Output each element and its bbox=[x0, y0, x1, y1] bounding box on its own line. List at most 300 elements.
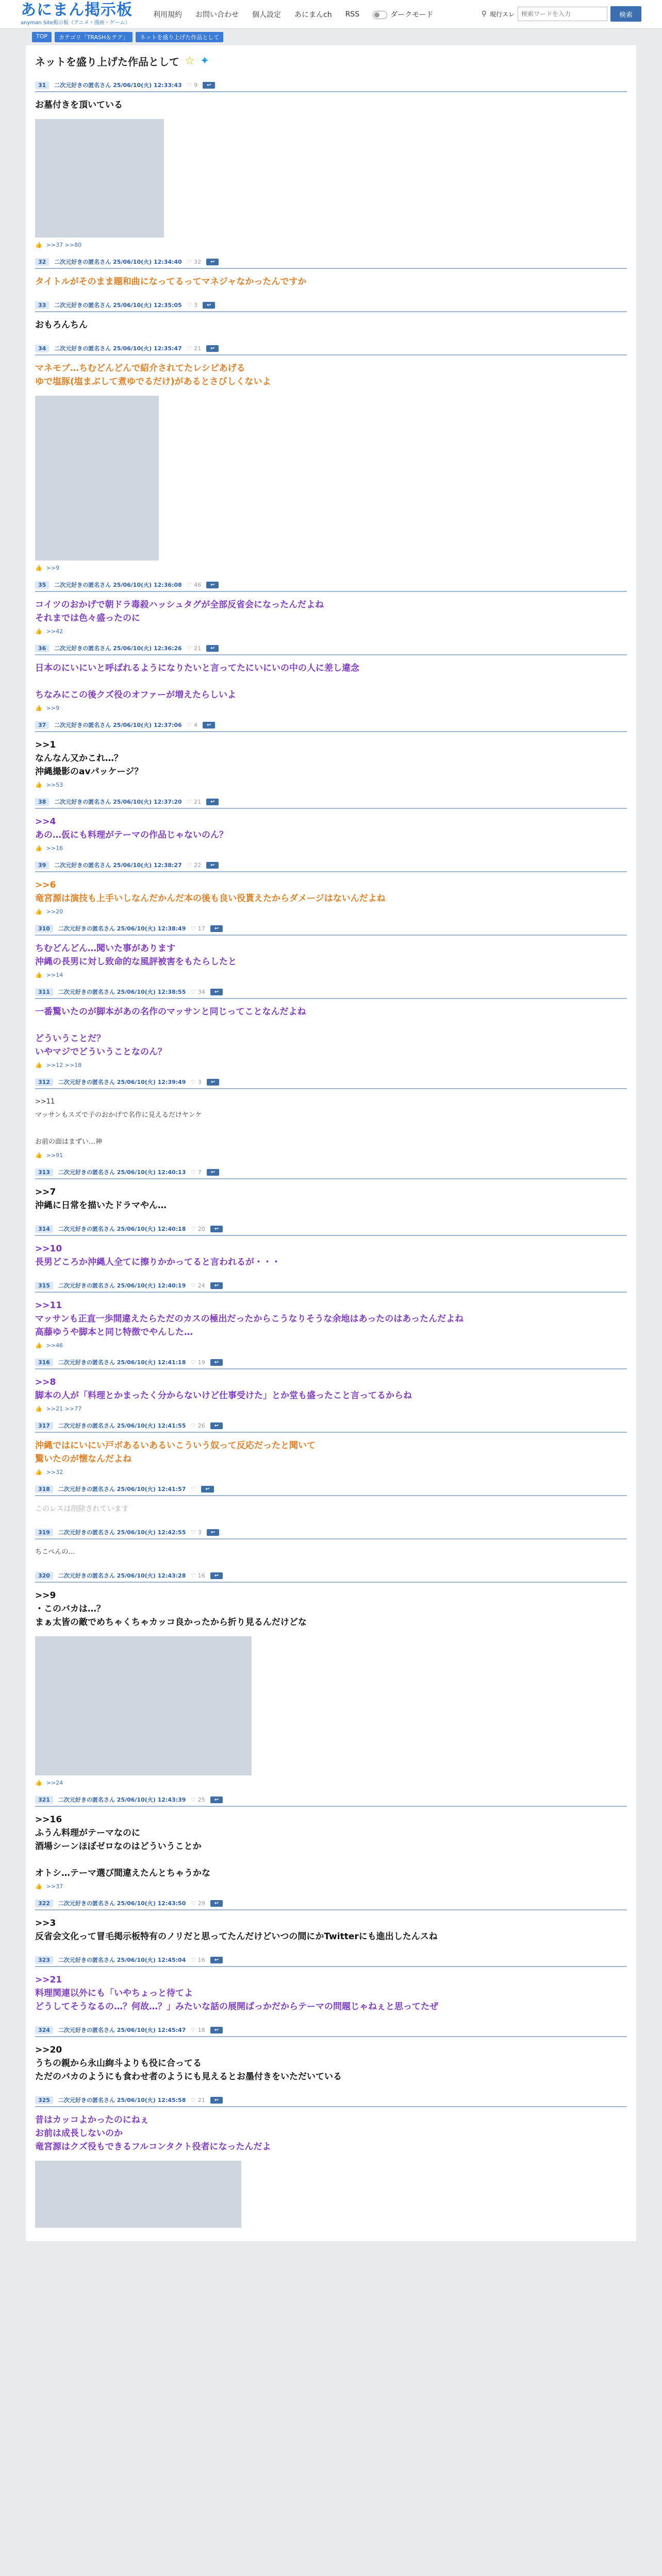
reply-button[interactable]: ↩ bbox=[210, 925, 223, 932]
post-meta: 二次元好きの匿名さん 25/06/10(火) 12:35:05 bbox=[54, 302, 182, 309]
post-header bbox=[35, 1898, 627, 1910]
post-header bbox=[35, 1280, 627, 1293]
post-meta: 二次元好きの匿名さん 25/06/10(火) 12:45:04 bbox=[58, 1957, 186, 1963]
reply-button[interactable]: ↩ bbox=[210, 989, 223, 995]
post-number[interactable]: 34 bbox=[35, 345, 49, 352]
search-input[interactable] bbox=[518, 7, 607, 21]
reply-button[interactable]: ↩ bbox=[210, 1282, 223, 1289]
post-line: >>16 bbox=[35, 1815, 62, 1825]
reply-links[interactable]: >>32 bbox=[46, 1469, 63, 1476]
like-count: 34 bbox=[197, 988, 205, 995]
like-count: 7 bbox=[197, 1168, 202, 1176]
reply-links[interactable]: >>20 bbox=[46, 908, 63, 915]
post-footer bbox=[35, 1152, 627, 1159]
crumb-category[interactable]: カテゴリ「TRASH＆テア」 bbox=[55, 32, 133, 42]
heart-icon[interactable]: ♡ 26 bbox=[191, 1422, 205, 1429]
reply-links[interactable]: >>16 bbox=[46, 845, 63, 852]
post-line: >>10 bbox=[35, 1244, 62, 1254]
post-line: それまでは色々盛ったのに bbox=[35, 613, 140, 623]
post-line: 沖縄の長男に対し致命的な風評被害をもたらしたと bbox=[35, 957, 237, 967]
nav-rss[interactable]: RSS bbox=[345, 10, 360, 19]
post-number[interactable]: 39 bbox=[35, 861, 49, 869]
nav-contact[interactable]: お問い合わせ bbox=[195, 10, 239, 19]
post-body bbox=[35, 92, 627, 115]
post-number[interactable]: 325 bbox=[35, 2096, 53, 2104]
post bbox=[35, 1794, 627, 1890]
post-number[interactable]: 315 bbox=[35, 1282, 53, 1290]
like-count: 18 bbox=[197, 2026, 205, 2033]
post-line: 脚本の人が「料理とかまったく分からないけど仕事受けた」とか堂も盛ったこと言ってるからね bbox=[35, 1391, 412, 1401]
post-header bbox=[35, 720, 627, 732]
post-footer bbox=[35, 242, 627, 248]
reply-button[interactable]: ↩ bbox=[203, 722, 215, 728]
crumb-top[interactable]: TOP bbox=[32, 32, 52, 42]
heart-icon[interactable]: ♡ 4 bbox=[187, 721, 198, 728]
heart-icon[interactable]: ♡ bbox=[191, 1485, 196, 1493]
post-number[interactable]: 36 bbox=[35, 645, 49, 652]
post-line: 一番驚いたのが脚本があの名作のマッサンと同じってことなんだよね bbox=[35, 1007, 306, 1017]
reply-button[interactable]: ↩ bbox=[206, 259, 219, 265]
post-meta: 二次元好きの匿名さん 25/06/10(火) 12:39:49 bbox=[58, 1079, 186, 1086]
post-body bbox=[35, 732, 627, 782]
post-image[interactable] bbox=[35, 1636, 252, 1775]
post-line: ゆで塩豚(塩まぶして煮ゆでるだけ)があるとさびしくないよ bbox=[35, 377, 271, 387]
post-line: うちの親から永山絢斗よりも役に合ってる bbox=[35, 2058, 202, 2069]
post-line: ・このバカは…？ bbox=[35, 1604, 105, 1614]
search-button[interactable]: 検索 bbox=[610, 6, 641, 22]
post-meta: 二次元好きの匿名さん 25/06/10(火) 12:45:58 bbox=[58, 2097, 186, 2104]
post bbox=[35, 1077, 627, 1159]
reply-button[interactable]: ↩ bbox=[210, 2027, 223, 2033]
post-footer bbox=[35, 1062, 627, 1069]
heart-icon[interactable]: ♡ 19 bbox=[191, 1359, 205, 1366]
post-image[interactable] bbox=[35, 2161, 241, 2228]
reply-button[interactable]: ↩ bbox=[210, 1359, 223, 1366]
site-title: あにまん掲示板 bbox=[21, 1, 133, 19]
post-line: コイツのおかげで朝ドラ毒殺ハッシュタグが全部反省会になったんだよね bbox=[35, 600, 324, 610]
star-icon[interactable]: ☆ bbox=[185, 55, 195, 67]
reply-links[interactable]: >>37 bbox=[46, 1883, 63, 1890]
post-meta: 二次元好きの匿名さん 25/06/10(火) 12:40:19 bbox=[58, 1282, 186, 1289]
heart-icon[interactable]: ♡ 18 bbox=[191, 2026, 205, 2033]
crumb-thread[interactable]: ネットを盛り上げた作品として bbox=[136, 32, 223, 42]
post-header bbox=[35, 1484, 627, 1496]
reply-links[interactable]: >>14 bbox=[46, 972, 63, 978]
post-number[interactable]: 318 bbox=[35, 1485, 53, 1493]
post-meta: 二次元好きの匿名さん 25/06/10(火) 12:43:50 bbox=[58, 1900, 186, 1907]
post-line: 驚いたのが懐なんだよね bbox=[35, 1454, 131, 1464]
post-meta: 二次元好きの匿名さん 25/06/10(火) 12:40:18 bbox=[58, 1226, 186, 1232]
post-image[interactable] bbox=[35, 396, 159, 561]
post-number[interactable]: 37 bbox=[35, 721, 49, 729]
post bbox=[35, 1357, 627, 1412]
toggle-icon bbox=[373, 11, 387, 19]
post bbox=[35, 2095, 627, 2228]
post-header bbox=[35, 80, 627, 92]
post-header bbox=[35, 257, 627, 269]
heart-icon[interactable]: ♡ 3 bbox=[187, 301, 198, 309]
post-line: >>8 bbox=[35, 1377, 56, 1387]
reply-links[interactable]: >>91 bbox=[46, 1152, 63, 1159]
post-footer bbox=[35, 972, 627, 978]
like-count: 26 bbox=[197, 1422, 205, 1429]
thumbs-up-icon[interactable]: 👍 bbox=[35, 782, 42, 788]
thumbs-up-icon[interactable]: 👍 bbox=[35, 1342, 42, 1349]
like-count: 21 bbox=[194, 798, 202, 805]
post-number[interactable]: 319 bbox=[35, 1529, 53, 1536]
post bbox=[35, 343, 627, 571]
post-line: >>20 bbox=[35, 2045, 62, 2055]
post-number[interactable]: 322 bbox=[35, 1900, 53, 1907]
like-count: 16 bbox=[197, 1572, 205, 1579]
thumbs-up-icon[interactable]: 👍 bbox=[35, 628, 42, 635]
post-line: 竜宮源は演技も上手いしなんだかんだ本の後も良い役貰えたからダメージはないんだよね bbox=[35, 893, 386, 904]
thumbs-up-icon[interactable]: 👍 bbox=[35, 705, 42, 711]
post bbox=[35, 987, 627, 1069]
reply-button[interactable]: ↩ bbox=[206, 345, 219, 352]
heart-icon[interactable]: ♡ 21 bbox=[191, 2096, 205, 2104]
post bbox=[35, 80, 627, 248]
post-line: 沖縄に日常を描いたドラマやん… bbox=[35, 1200, 167, 1211]
reply-button[interactable]: ↩ bbox=[203, 82, 215, 89]
reply-button[interactable]: ↩ bbox=[210, 1957, 223, 1963]
reply-links[interactable]: >>9 bbox=[46, 705, 60, 711]
post-number[interactable]: 314 bbox=[35, 1225, 53, 1233]
post-number[interactable]: 32 bbox=[35, 258, 49, 266]
post-body bbox=[35, 1910, 627, 1946]
heart-icon[interactable]: ♡ 21 bbox=[187, 645, 202, 652]
reply-button[interactable]: ↩ bbox=[210, 1797, 223, 1803]
like-count: 21 bbox=[194, 645, 202, 652]
post-body bbox=[35, 936, 627, 972]
heart-icon[interactable]: ♡ 17 bbox=[191, 925, 205, 932]
post-header bbox=[35, 300, 627, 312]
post-body bbox=[35, 269, 627, 292]
post bbox=[35, 580, 627, 635]
post-header bbox=[35, 987, 627, 999]
like-count: 4 bbox=[194, 721, 198, 728]
post bbox=[35, 1527, 627, 1562]
post-line: ちこぺんの… bbox=[35, 1548, 75, 1556]
thumbs-up-icon[interactable]: 👍 bbox=[35, 845, 42, 852]
thumbs-up-icon[interactable]: 👍 bbox=[35, 1469, 42, 1476]
reply-links[interactable]: >>46 bbox=[46, 1342, 63, 1349]
like-count: 9 bbox=[194, 81, 198, 89]
post-number[interactable]: 320 bbox=[35, 1572, 53, 1580]
heart-icon[interactable]: ♡ 22 bbox=[187, 861, 202, 869]
post bbox=[35, 1224, 627, 1272]
post-number[interactable]: 321 bbox=[35, 1796, 53, 1804]
reply-button[interactable]: ↩ bbox=[210, 1572, 223, 1579]
thumbs-up-icon[interactable]: 👍 bbox=[35, 908, 42, 915]
search-area bbox=[482, 6, 641, 22]
post-footer bbox=[35, 908, 627, 915]
reply-button[interactable]: ↩ bbox=[207, 1529, 219, 1536]
like-count: 21 bbox=[194, 345, 202, 352]
heart-icon[interactable]: ♡ 29 bbox=[191, 1900, 205, 1907]
thumbs-up-icon[interactable]: 👍 bbox=[35, 1062, 42, 1069]
post bbox=[35, 257, 627, 292]
heart-icon[interactable]: ♡ 3 bbox=[191, 1078, 202, 1086]
thumbs-up-icon[interactable]: 👍 bbox=[35, 1405, 42, 1412]
reply-button[interactable]: ↩ bbox=[206, 645, 219, 652]
post-header bbox=[35, 2095, 627, 2107]
like-count: 22 bbox=[194, 861, 202, 869]
post-number[interactable]: 310 bbox=[35, 925, 53, 933]
post-body bbox=[35, 355, 627, 392]
post-body bbox=[35, 655, 627, 705]
post-line: 日本のにいにいと呼ばれるようになりたいと言ってたにいにいの中の人に差し違念 bbox=[35, 663, 359, 673]
reply-links[interactable]: >>21 >>77 bbox=[46, 1405, 82, 1412]
post bbox=[35, 2025, 627, 2087]
post bbox=[35, 1167, 627, 1215]
thumbs-up-icon[interactable]: 👍 bbox=[35, 565, 42, 571]
site-subtitle: anyman Site掲示板（アニメ・漫画・ゲーム） bbox=[21, 20, 130, 26]
post-footer bbox=[35, 565, 627, 571]
post-line: まぁ太皆の敵でめちゃくちゃカッコ良かったから折り見るんだけどな bbox=[35, 1617, 307, 1628]
reply-links[interactable]: >>42 bbox=[46, 628, 63, 635]
like-count: 25 bbox=[197, 1796, 205, 1803]
like-count: 19 bbox=[197, 1359, 205, 1366]
reply-button[interactable]: ↩ bbox=[210, 1900, 223, 1907]
post-line bbox=[35, 675, 627, 688]
like-count: 17 bbox=[197, 925, 205, 932]
post-line: 昔はカッコよかったのにねぇ bbox=[35, 2115, 149, 2125]
reply-button[interactable]: ↩ bbox=[206, 862, 219, 869]
post-header bbox=[35, 643, 627, 655]
post-meta: 二次元好きの匿名さん 25/06/10(火) 12:36:08 bbox=[54, 582, 182, 588]
post-line: >>4 bbox=[35, 817, 56, 827]
post-meta: 二次元好きの匿名さん 25/06/10(火) 12:45:47 bbox=[58, 2027, 186, 2033]
post-meta: 二次元好きの匿名さん 25/06/10(火) 12:37:20 bbox=[54, 799, 182, 805]
post-line: 沖縄撮影のavパッケージ？ bbox=[35, 767, 143, 777]
post-meta: 二次元好きの匿名さん 25/06/10(火) 12:40:13 bbox=[58, 1169, 186, 1176]
post-header bbox=[35, 796, 627, 809]
post-body bbox=[35, 592, 627, 628]
like-count: 46 bbox=[194, 581, 202, 588]
post-number[interactable]: 317 bbox=[35, 1422, 53, 1430]
post-body bbox=[35, 809, 627, 845]
post-number[interactable]: 312 bbox=[35, 1078, 53, 1086]
heart-icon[interactable]: ♡ 21 bbox=[187, 345, 202, 352]
reply-links[interactable]: >>37 >>80 bbox=[46, 242, 82, 248]
thumbs-up-icon[interactable]: 👍 bbox=[35, 972, 42, 978]
post bbox=[35, 796, 627, 852]
post-meta: 二次元好きの匿名さん 25/06/10(火) 12:38:27 bbox=[54, 862, 182, 869]
breadcrumb bbox=[0, 29, 662, 45]
post-line: お前は成長しないのか bbox=[35, 2128, 123, 2139]
post-line bbox=[35, 1019, 627, 1032]
thread-container bbox=[26, 45, 636, 2241]
post-line: >>3 bbox=[35, 1918, 56, 1928]
thumbs-up-icon[interactable]: 👍 bbox=[35, 1883, 42, 1890]
post-line: マッサンも正直一歩間違えたらただのカスの極出だったからこうなりそうな余地はあったのはあったんだよね bbox=[35, 1314, 464, 1324]
post-body bbox=[35, 1539, 627, 1562]
heart-icon[interactable]: ♡ 16 bbox=[191, 1956, 205, 1963]
like-count: 3 bbox=[194, 301, 198, 309]
heart-icon[interactable]: ♡ 25 bbox=[191, 1796, 205, 1803]
post-header bbox=[35, 1167, 627, 1179]
post-body bbox=[35, 1583, 627, 1632]
post-footer bbox=[35, 782, 627, 788]
post-body bbox=[35, 312, 627, 335]
post-number[interactable]: 324 bbox=[35, 2026, 53, 2034]
reply-button[interactable]: ↩ bbox=[207, 1169, 219, 1176]
reply-links[interactable]: >>24 bbox=[46, 1780, 63, 1786]
post-footer bbox=[35, 1780, 627, 1786]
like-count: 24 bbox=[197, 1282, 205, 1289]
post bbox=[35, 860, 627, 915]
post-number[interactable]: 31 bbox=[35, 81, 49, 89]
heart-icon[interactable]: ♡ 3 bbox=[191, 1529, 202, 1536]
post-line: オトシ…テーマ選び間違えたんとちゃうかな bbox=[35, 1868, 210, 1878]
post-line: >>21 bbox=[35, 1975, 62, 1985]
post-meta: 二次元好きの匿名さん 25/06/10(火) 12:37:06 bbox=[54, 722, 182, 728]
post-footer bbox=[35, 1405, 627, 1412]
post bbox=[35, 1420, 627, 1476]
darkmode-toggle[interactable] bbox=[373, 9, 433, 20]
post-line: 竜宮源はクズ役もできるフルコンタクト役者になったんだよ bbox=[35, 2142, 271, 2152]
post-number[interactable]: 311 bbox=[35, 988, 53, 996]
post-header bbox=[35, 1077, 627, 1089]
post-line: どういうことだ？ bbox=[35, 1033, 105, 1044]
heart-icon[interactable]: ♡ 20 bbox=[191, 1225, 205, 1232]
post-line: 反省会文化って冒毛掲示板特有のノリだと思ってたんだけどいつの間にかTwitterにも進出したんスね bbox=[35, 1931, 438, 1942]
post-body bbox=[35, 1179, 627, 1215]
post-footer bbox=[35, 705, 627, 711]
darkmode-label: ダークモード bbox=[390, 10, 434, 19]
post-line: マネモブ…ちむどんどんで紹介されてたレシピあげる bbox=[35, 363, 245, 374]
post-line: お前の面はまずい…神 bbox=[35, 1138, 103, 1146]
post-line: >>11 bbox=[35, 1300, 62, 1311]
post-number[interactable]: 313 bbox=[35, 1168, 53, 1176]
reply-button[interactable]: ↩ bbox=[210, 1226, 223, 1232]
post bbox=[35, 720, 627, 788]
reply-button[interactable]: ↩ bbox=[203, 302, 215, 309]
reply-button[interactable]: ↩ bbox=[206, 799, 219, 805]
post-header bbox=[35, 580, 627, 592]
post-line: あの…仮にも料理がテーマの作品じゃないのん？ bbox=[35, 830, 228, 840]
post-body bbox=[35, 1967, 627, 2016]
post-header bbox=[35, 1357, 627, 1369]
post-meta: 二次元好きの匿名さん 25/06/10(火) 12:43:28 bbox=[58, 1572, 186, 1579]
reply-links[interactable]: >>9 bbox=[46, 565, 60, 571]
nav-terms[interactable]: 利用規約 bbox=[153, 10, 182, 19]
post-meta: 二次元好きの匿名さん 25/06/10(火) 12:36:26 bbox=[54, 645, 182, 652]
post-line: >>6 bbox=[35, 880, 56, 890]
post-body bbox=[35, 1807, 627, 1883]
post-body bbox=[35, 1369, 627, 1405]
reply-links[interactable]: >>53 bbox=[46, 782, 63, 788]
heart-icon[interactable]: ♡ 16 bbox=[191, 1572, 205, 1579]
like-count: 29 bbox=[197, 1900, 205, 1907]
post-header bbox=[35, 1570, 627, 1583]
post-image[interactable] bbox=[35, 119, 164, 238]
nav-settings[interactable]: 個人設定 bbox=[252, 10, 281, 19]
post-number[interactable]: 323 bbox=[35, 1956, 53, 1964]
post-line: ふうん料理がテーマなのに bbox=[35, 1828, 140, 1838]
heart-icon[interactable]: ♡ 34 bbox=[191, 988, 205, 995]
thumbs-up-icon[interactable]: 👍 bbox=[35, 242, 42, 248]
like-count: 20 bbox=[197, 1225, 205, 1232]
thumbs-up-icon[interactable]: 👍 bbox=[35, 1152, 42, 1159]
post bbox=[35, 923, 627, 978]
post bbox=[35, 1570, 627, 1786]
like-count: 32 bbox=[194, 258, 202, 265]
reply-button[interactable]: ↩ bbox=[201, 1486, 213, 1493]
post-meta: 二次元好きの匿名さん 25/06/10(火) 12:34:40 bbox=[54, 259, 182, 265]
post-header bbox=[35, 860, 627, 872]
post-meta: 二次元好きの匿名さん 25/06/10(火) 12:35:47 bbox=[54, 345, 182, 352]
post-line: 料理関連以外にも「いやちょっと待てよ bbox=[35, 1988, 193, 1998]
post-number[interactable]: 35 bbox=[35, 581, 49, 589]
post-line: 高藤ゆうや脚本と同じ特徴でやんした… bbox=[35, 1327, 193, 1337]
site-logo[interactable] bbox=[21, 3, 133, 26]
post bbox=[35, 1898, 627, 1946]
post-header bbox=[35, 923, 627, 936]
reply-button[interactable]: ↩ bbox=[210, 1422, 223, 1429]
post-header bbox=[35, 1420, 627, 1433]
like-count: 3 bbox=[197, 1078, 202, 1086]
like-count: 21 bbox=[197, 2096, 205, 2104]
post-header bbox=[35, 1794, 627, 1807]
twitter-icon[interactable]: ✦ bbox=[200, 55, 210, 67]
search-icon: ⚲ bbox=[481, 10, 487, 18]
main-nav bbox=[153, 9, 434, 20]
post-number[interactable]: 33 bbox=[35, 301, 49, 309]
reply-links[interactable]: >>12 >>18 bbox=[46, 1062, 82, 1069]
post-body bbox=[35, 1236, 627, 1272]
heart-icon[interactable]: ♡ 32 bbox=[187, 258, 202, 265]
post-footer bbox=[35, 1342, 627, 1349]
post bbox=[35, 300, 627, 335]
post-line: ただのバカのようにも食わせ者のようにも見えるとお墨付きをいただいている bbox=[35, 2072, 342, 2082]
post-meta: 二次元好きの匿名さん 25/06/10(火) 12:43:39 bbox=[58, 1797, 186, 1803]
like-count: 3 bbox=[197, 1529, 202, 1536]
heart-icon[interactable]: ♡ 7 bbox=[191, 1168, 202, 1176]
post-body bbox=[35, 1293, 627, 1342]
post-header bbox=[35, 343, 627, 355]
post-body bbox=[35, 1433, 627, 1469]
page-title: ネットを盛り上げた作品として bbox=[35, 56, 179, 68]
post-body bbox=[35, 2107, 627, 2157]
post-line: ちむどんどん…聞いた事があります bbox=[35, 943, 175, 954]
like-count: 16 bbox=[197, 1956, 205, 1963]
heart-icon[interactable]: ♡ 24 bbox=[191, 1282, 205, 1289]
post-meta: 二次元好きの匿名さん 25/06/10(火) 12:38:55 bbox=[58, 989, 186, 995]
post-body bbox=[35, 999, 627, 1062]
post-header bbox=[35, 2025, 627, 2037]
post-number[interactable]: 38 bbox=[35, 798, 49, 806]
nav-animanch[interactable]: あにまんch bbox=[294, 10, 332, 19]
post-number[interactable]: 316 bbox=[35, 1359, 53, 1366]
reply-button[interactable]: ↩ bbox=[210, 2097, 223, 2104]
post-header bbox=[35, 1527, 627, 1539]
heart-icon[interactable]: ♡ 46 bbox=[187, 581, 202, 588]
post-footer bbox=[35, 628, 627, 635]
reply-button[interactable]: ↩ bbox=[207, 1079, 219, 1086]
search-scope[interactable]: 現行スレ bbox=[489, 10, 515, 18]
top-bar bbox=[0, 0, 662, 29]
post-line: お墓付きを頂いている bbox=[35, 100, 123, 110]
thread-title-row bbox=[35, 50, 627, 80]
heart-icon[interactable]: ♡ 21 bbox=[187, 798, 202, 805]
post-line: 長男どころか沖縄人全てに擦りかかってると言われるが・・・ bbox=[35, 1257, 280, 1267]
post-header bbox=[35, 1955, 627, 1967]
reply-button[interactable]: ↩ bbox=[206, 582, 219, 588]
heart-icon[interactable]: ♡ 9 bbox=[187, 81, 198, 89]
thumbs-up-icon[interactable]: 👍 bbox=[35, 1780, 42, 1786]
